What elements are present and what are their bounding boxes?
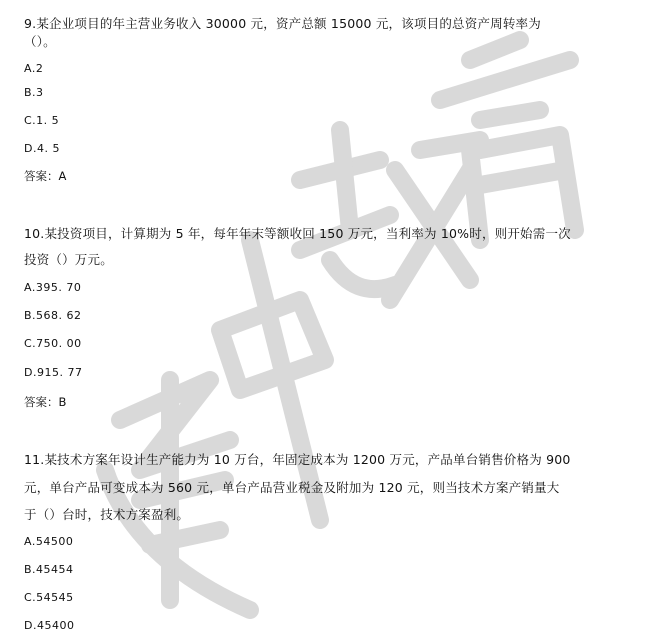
question-9-option-d: D.4. 5 xyxy=(24,142,60,155)
question-11-line-1: 11.某技术方案年设计生产能力为 10 万台，年固定成本为 1200 万元，产品单台销售价格为 900 xyxy=(24,452,571,467)
question-10-option-d: D.915. 77 xyxy=(24,366,83,379)
question-11-line-3: 于（）台时，技术方案盈利。 xyxy=(24,507,190,522)
question-9-answer: 答案：A xyxy=(24,169,67,183)
question-9-option-c: C.1. 5 xyxy=(24,114,60,127)
question-11-option-d: D.45400 xyxy=(24,619,75,632)
question-11-option-c: C.54545 xyxy=(24,591,74,604)
question-9-line-1: 9.某企业项目的年主营业务收入 30000 元，资产总额 15000 元，该项目的总资产周转率为 xyxy=(24,16,541,31)
question-10-line-1: 10.某投资项目，计算期为 5 年，每年年末等额收回 150 万元，当利率为 10%时，则开始需一次 xyxy=(24,226,571,241)
question-9-option-b: B.3 xyxy=(24,86,44,99)
question-10-answer: 答案：B xyxy=(24,395,67,409)
question-9-line-2: （）。 xyxy=(24,34,56,49)
question-11-line-2: 元，单台产品可变成本为 560 元，单台产品营业税金及附加为 120 元，则当技术方案产销量大 xyxy=(24,480,560,495)
question-11-option-b: B.45454 xyxy=(24,563,74,576)
question-11-option-a: A.54500 xyxy=(24,535,74,548)
question-9-option-a: A.2 xyxy=(24,62,44,75)
question-10-line-2: 投资（）万元。 xyxy=(24,252,113,267)
question-10-option-b: B.568. 62 xyxy=(24,309,82,322)
question-10-option-a: A.395. 70 xyxy=(24,281,82,294)
question-10-option-c: C.750. 00 xyxy=(24,337,82,350)
